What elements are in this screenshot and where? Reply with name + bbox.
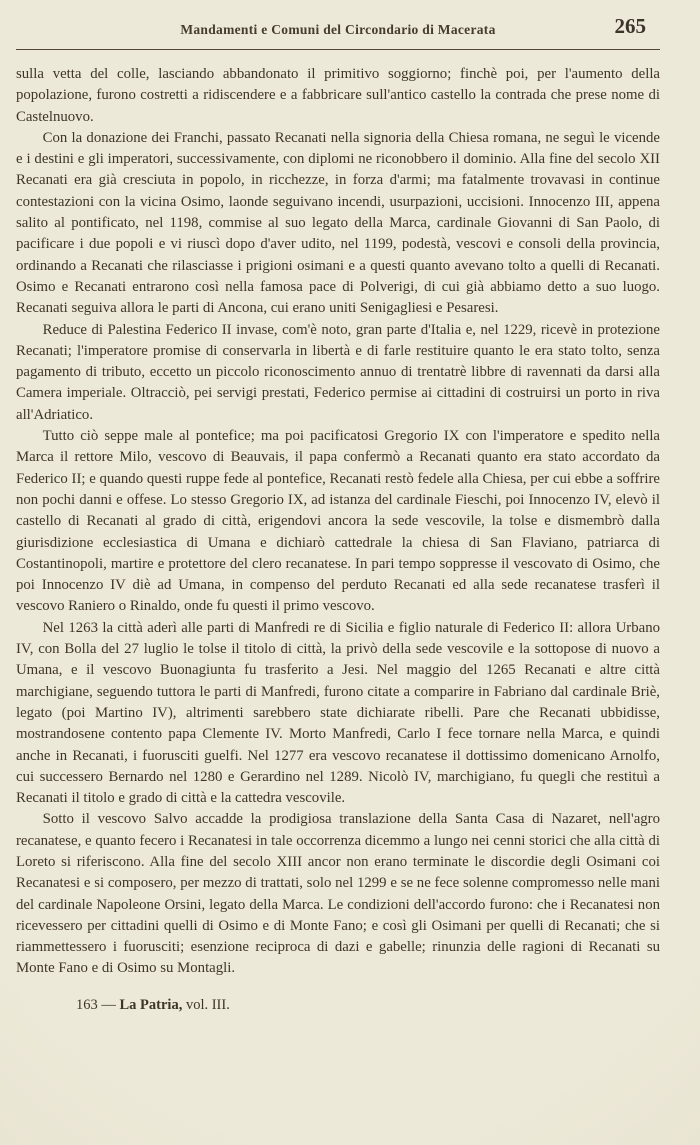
header-rule — [16, 49, 660, 50]
paragraph: Nel 1263 la città aderì alle parti di Manfredi re di Sicilia e figlio naturale di Federico II: allora Urbano IV, con Bolla del 27 luglio le tolse il titolo di città, la privò della sede vescovile e la sottopose di nuovo a Umana, e il vescovo Buonagiunta fu trasferito a Jesi. Nel maggio del 1265 Recanati e altre città marchigiane, seguendo tuttora le parti di Manfredi, furono citate a comparire in Fabriano dal cardinale Briè, legato (poi Martino IV), altrimenti sarebbero state dichiarate ribelli. Pare che Recanati ubbidisse, mostrandosene contento papa Clemente IV. Morto Manfredi, Carlo I fece tornare nella Marca, e quindi anche in Recanati, i fuorusciti guelfi. Nel 1277 era vescovo recanatese il dottissimo domenicano Arnolfo, cui successero Bernardo nel 1280 e Gerardino nel 1289. Nicolò IV, marchigiano, fu quegli che restituì a Recanati il titolo e grado di città e la cattedra vescovile. — [16, 619, 660, 807]
page-body — [16, 64, 660, 980]
paragraph: Sotto il vescovo Salvo accadde la prodigiosa translazione della Santa Casa di Nazaret, nell'agro recanatese, e quanto fecero i Recanatesi in tale occorrenza dicemmo a lungo nei cenni storici che alla città di Loreto si riferiscono. Alla fine del secolo XIII ancor non erano terminate le discordie degli Osimani coi Recanatesi e si composero, per mezzo di trattati, solo nel 1299 e se ne fece solenne compromesso nelle mani del cardinale Napoleone Orsini, legato della Marca. Le condizioni dell'accordo furono: che i Recanatesi non ricevessero per cittadini quelli di Osimo e di Monte Fano; e così gli Osimani per quelli di Recanati; che si riammettessero i fuorusciti; esenzione reciproca di dazi e gabelle; rinunzia delle ragioni di Recanati su Monte Fano e di Osimo su Montagli. — [16, 811, 660, 977]
paragraph: Con la donazione dei Franchi, passato Recanati nella signoria della Chiesa romana, ne seguì le vicende e i destini e gli imperatori, successivamente, con diplomi ne riconobbero il dominio. Alla fine del secolo XII Recanati era già cresciuta in popolo, in ricchezze, in forza d'armi; ma fatalmente trovavasi in continue contestazioni con la vicina Osimo, laonde seguivano incendi, usurpazioni, uccisioni. Innocenzo III, appena salito al pontificato, nel 1198, commise al suo legato della Marca, cardinale Giovanni di San Paolo, di pacificare i due popoli e vi riuscì dopo d'aver udito, nel 1199, podestà, vescovi e consoli della provincia, ordinando a Recanati che rilasciasse i prigioni osimani e a questi quanto avevano tolto a quelli di Recanati. Osimo e Recanati entrarono così nella famosa pace di Polverigi, di cui già abbiamo detto a suo luogo. Recanati seguiva allora le parti di Ancona, cui erano uniti Senigagliesi e Pesaresi. — [16, 129, 660, 317]
page-number: 265 — [614, 14, 646, 38]
footer-volume: vol. III. — [185, 996, 230, 1013]
page-footer — [16, 997, 660, 1014]
page-header — [16, 14, 660, 44]
footer-signature-number: 163 — — [76, 996, 116, 1013]
paragraph: Tutto ciò seppe male al pontefice; ma poi pacificatosi Gregorio IX con l'imperatore e spedito nella Marca il rettore Milo, vescovo di Beauvais, il papa confermò a Recanati quanto era stato accordato da Federico II; e quando questi ruppe fede al pontefice, Recanati restò fedele alla Chiesa, per cui ebbe a soffrire non pochi danni e offese. Lo stesso Gregorio IX, ad istanza del cardinale Fieschi, poi Innocenzo IV, elevò il castello di Recanati al grado di città, erigendovi ancora la sede vescovile, la tolse e dismembrò dalla giurisdizione ecclesiastica di Umana e dichiarò cattedrale la chiesa di San Flaviano, patriarca di Costantinopoli, martire e protettore del clero recanatese. In pari tempo soppresse il vescovato di Osimo, che poi Innocenzo IV diè ad Umana, in compenso del perduto Recanati ed alla sede recanatese trasferì il vescovo Raniero o Rinaldo, onde fu questi il primo vescovo. — [16, 428, 660, 615]
paragraph: Reduce di Palestina Federico II invase, com'è noto, gran parte d'Italia e, nel 1229, ricevè in protezione Recanati; l'imperatore promise di conservarla in libertà e di farle restituire quanto le era stato tolto, senza pagamento di tributo, eccetto un piccolo riconoscimento annuo di trentatrè libbre di ravennati da darsi alla Camera imperiale. Oltracciò, pei servigi prestati, Federico permise ai cittadini di costruirsi un porto in riva all'Adriatico. — [16, 321, 660, 423]
paragraph: sulla vetta del colle, lasciando abbandonato il primitivo soggiorno; finchè poi, per l'aumento della popolazione, furono costretti a ridiscendere e a fabbricare sull'antico castello la contrada che prese nome di Castelnuovo. — [16, 66, 660, 125]
running-title: Mandamenti e Comuni del Circondario di Macerata — [180, 22, 496, 37]
footer-book-title: La Patria, — [119, 996, 183, 1013]
